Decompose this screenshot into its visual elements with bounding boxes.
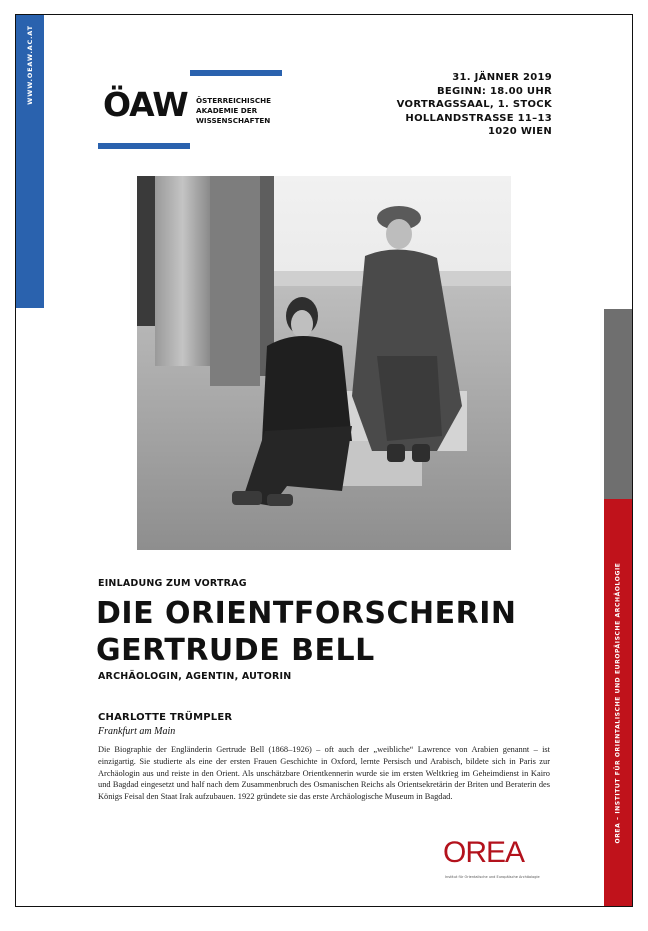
orea-logo-word: OREA bbox=[443, 836, 525, 869]
event-city: 1020 WIEN bbox=[488, 126, 552, 137]
event-time: BEGINN: 18.00 UHR bbox=[436, 85, 552, 97]
oeaw-logo: ÖAW bbox=[103, 85, 188, 124]
event-info bbox=[397, 71, 552, 139]
event-date: 31. JÄNNER 2019 bbox=[452, 72, 552, 83]
sidebar-institute-text: OREA – INSTITUT FÜR ORIENTALISCHE UND EUROPÄISCHE ARCHÄOLOGIE bbox=[614, 561, 622, 844]
historic-photo bbox=[137, 176, 511, 550]
logo-line-3: WISSENSCHAFTEN bbox=[196, 116, 271, 125]
orea-logo-tagline: Institut für Orientalische und Europäische Archäologie bbox=[445, 875, 540, 879]
event-room: VORTRAGSSAAL, 1. STOCK bbox=[396, 99, 552, 110]
sidebar-url-text: WWW.OEAW.AC.AT bbox=[26, 25, 34, 105]
description-paragraph: Die Biographie der Engländerin Gertrude Bell (1868–1926) – oft auch der „weibliche“ Lawrence von Arabien genannt – ist einzigartig. Sie studierte als eine der ersten Frauen Geschichte in Oxford, lernte Persisch und Arabisch, bildete sich in Paris zur Archäologin aus und reiste in den Orient. Als unschätzbare Orientkennerin wurde sie im ersten Weltkrieg im Geheimdienst in Kairo und Bagdad eingesetzt und half nach dem Zusammenbruch des Osmanischen Reichs als Orientsekretärin der Briten und Beraterin des Königs Feisal den Staat Irak aufzubauen. 1922 gründete sie das erste Archäologische Museum in Bagdad. bbox=[98, 745, 550, 802]
speaker-affiliation: Frankfurt am Main bbox=[98, 726, 176, 737]
logo-bar-top bbox=[190, 70, 282, 76]
logo-bar-bottom bbox=[98, 143, 190, 149]
sidebar-url[interactable] bbox=[16, 15, 44, 115]
kicker: EINLADUNG ZUM VORTRAG bbox=[98, 578, 247, 589]
sidebar-gray-band bbox=[604, 309, 632, 499]
orea-logo bbox=[443, 838, 555, 888]
title-line-2: GERTRUDE BELL bbox=[96, 633, 375, 668]
speaker-name: CHARLOTTE TRÜMPLER bbox=[98, 712, 233, 723]
event-street: HOLLANDSTRASSE 11–13 bbox=[405, 112, 552, 124]
oeaw-logo-text bbox=[196, 96, 296, 126]
title-line-1: DIE ORIENTFORSCHERIN bbox=[96, 596, 517, 631]
subtitle: ARCHÄOLOGIN, AGENTIN, AUTORIN bbox=[98, 671, 292, 682]
logo-line-2: AKADEMIE DER bbox=[196, 106, 258, 115]
logo-line-1: ÖSTERREICHISCHE bbox=[196, 96, 272, 105]
page-title bbox=[96, 595, 596, 669]
sidebar-institute bbox=[604, 499, 632, 906]
